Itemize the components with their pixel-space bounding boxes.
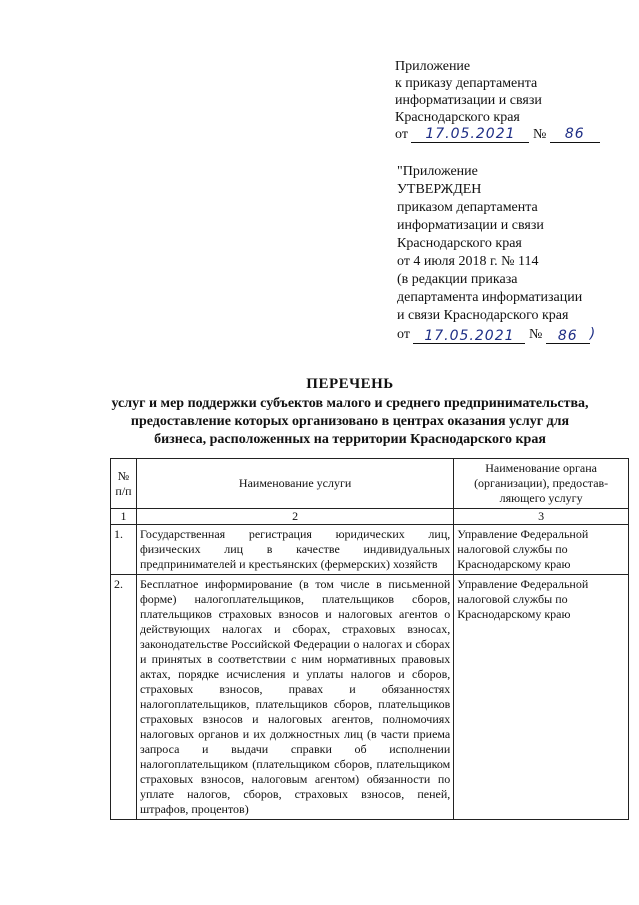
number-prefix: № <box>532 127 547 142</box>
appendix-line: Краснодарского края <box>395 110 520 125</box>
header-num: № п/п <box>111 459 137 509</box>
approval-line: и связи Краснодарского края <box>397 308 569 323</box>
header-org: Наименование органа (организации), предостав-ляющего услугу <box>454 459 629 509</box>
column-number-row <box>111 509 629 525</box>
appendix-line: информатизации и связи <box>395 93 542 108</box>
table-row <box>111 575 629 820</box>
approval-line: приказом департамента <box>397 200 538 215</box>
table-row <box>111 525 629 575</box>
header-service: Наименование услуги <box>136 459 453 509</box>
approval-date-line <box>397 325 637 344</box>
title-line: услуг и мер поддержки субъектов малого и среднего предпринимательства, <box>111 396 589 411</box>
document-title <box>60 375 639 449</box>
approval-line: "Приложение <box>397 164 478 179</box>
handwritten-date: 17.05.2021 <box>413 327 525 344</box>
row-number: 2. <box>111 575 137 820</box>
table-header-row <box>111 459 629 509</box>
service-name: Государственная регистрация юридических лиц, физических лиц в качестве индивидуальных предпринимателей и крестьянских (фермерских) хозяйств <box>136 525 453 575</box>
row-number: 1. <box>111 525 137 575</box>
approval-line: (в редакции приказа <box>397 272 518 287</box>
service-name: Бесплатное информирование (в том числе в письменной форме) налогоплательщиков, плательщиков сборов, плательщиков страховых взносов и налоговых агентов о действующих налогах и сборах, страховых взносах, законодательстве Российской Федерации о налогах и сборах и принятых в соответствии с ним нормативных правовых актах, порядке исчисления и уплаты налогов и сборов, страховых взносов, правах и обязанностях налогоплательщиков, плательщиков сборов, плательщиков страховых взносов и налоговых агентов, полномочиях налоговых органов и их должностных лиц (в части приема запроса и выдачи справки об исполнении налогоплательщиком (плательщиком сборов, плательщиком страховых взносов, налоговым агентом) обязанности по уплате налогов, сборов, страховых взносов, пеней, штрафов, процентов) <box>136 575 453 820</box>
org-name: Управление Федеральной налоговой службы по Краснодарскому краю <box>454 575 629 820</box>
handwritten-number: 86 <box>546 327 590 344</box>
approval-line: информатизации и связи <box>397 218 544 233</box>
appendix-line: Приложение <box>395 59 471 74</box>
appendix-line: к приказу департамента <box>395 76 538 91</box>
date-prefix: от <box>395 127 408 142</box>
appendix-date-line <box>395 126 630 143</box>
approval-line: департамента информатизации <box>397 290 583 305</box>
approval-line: Краснодарского края <box>397 236 522 251</box>
number-prefix: № <box>528 327 543 342</box>
title-line: бизнеса, расположенных на территории Краснодарского края <box>154 432 546 447</box>
approval-line: УТВЕРЖДЕН <box>397 182 482 197</box>
date-prefix: от <box>397 327 410 342</box>
col-number: 2 <box>136 509 453 525</box>
title-line: предоставление которых организовано в центрах оказания услуг для <box>130 414 570 429</box>
approval-block <box>397 163 637 344</box>
handwritten-number: 86 <box>550 126 600 143</box>
col-number: 1 <box>111 509 137 525</box>
col-number: 3 <box>454 509 629 525</box>
handwritten-date: 17.05.2021 <box>411 126 529 143</box>
appendix-reference <box>395 58 630 143</box>
services-table <box>110 458 629 820</box>
org-name: Управление Федеральной налоговой службы по Краснодарскому краю <box>454 525 629 575</box>
approval-line: от 4 июля 2018 г. № 114 <box>397 254 539 269</box>
title-heading: ПЕРЕЧЕНЬ <box>306 376 394 392</box>
closing-bracket: ) <box>589 326 597 342</box>
